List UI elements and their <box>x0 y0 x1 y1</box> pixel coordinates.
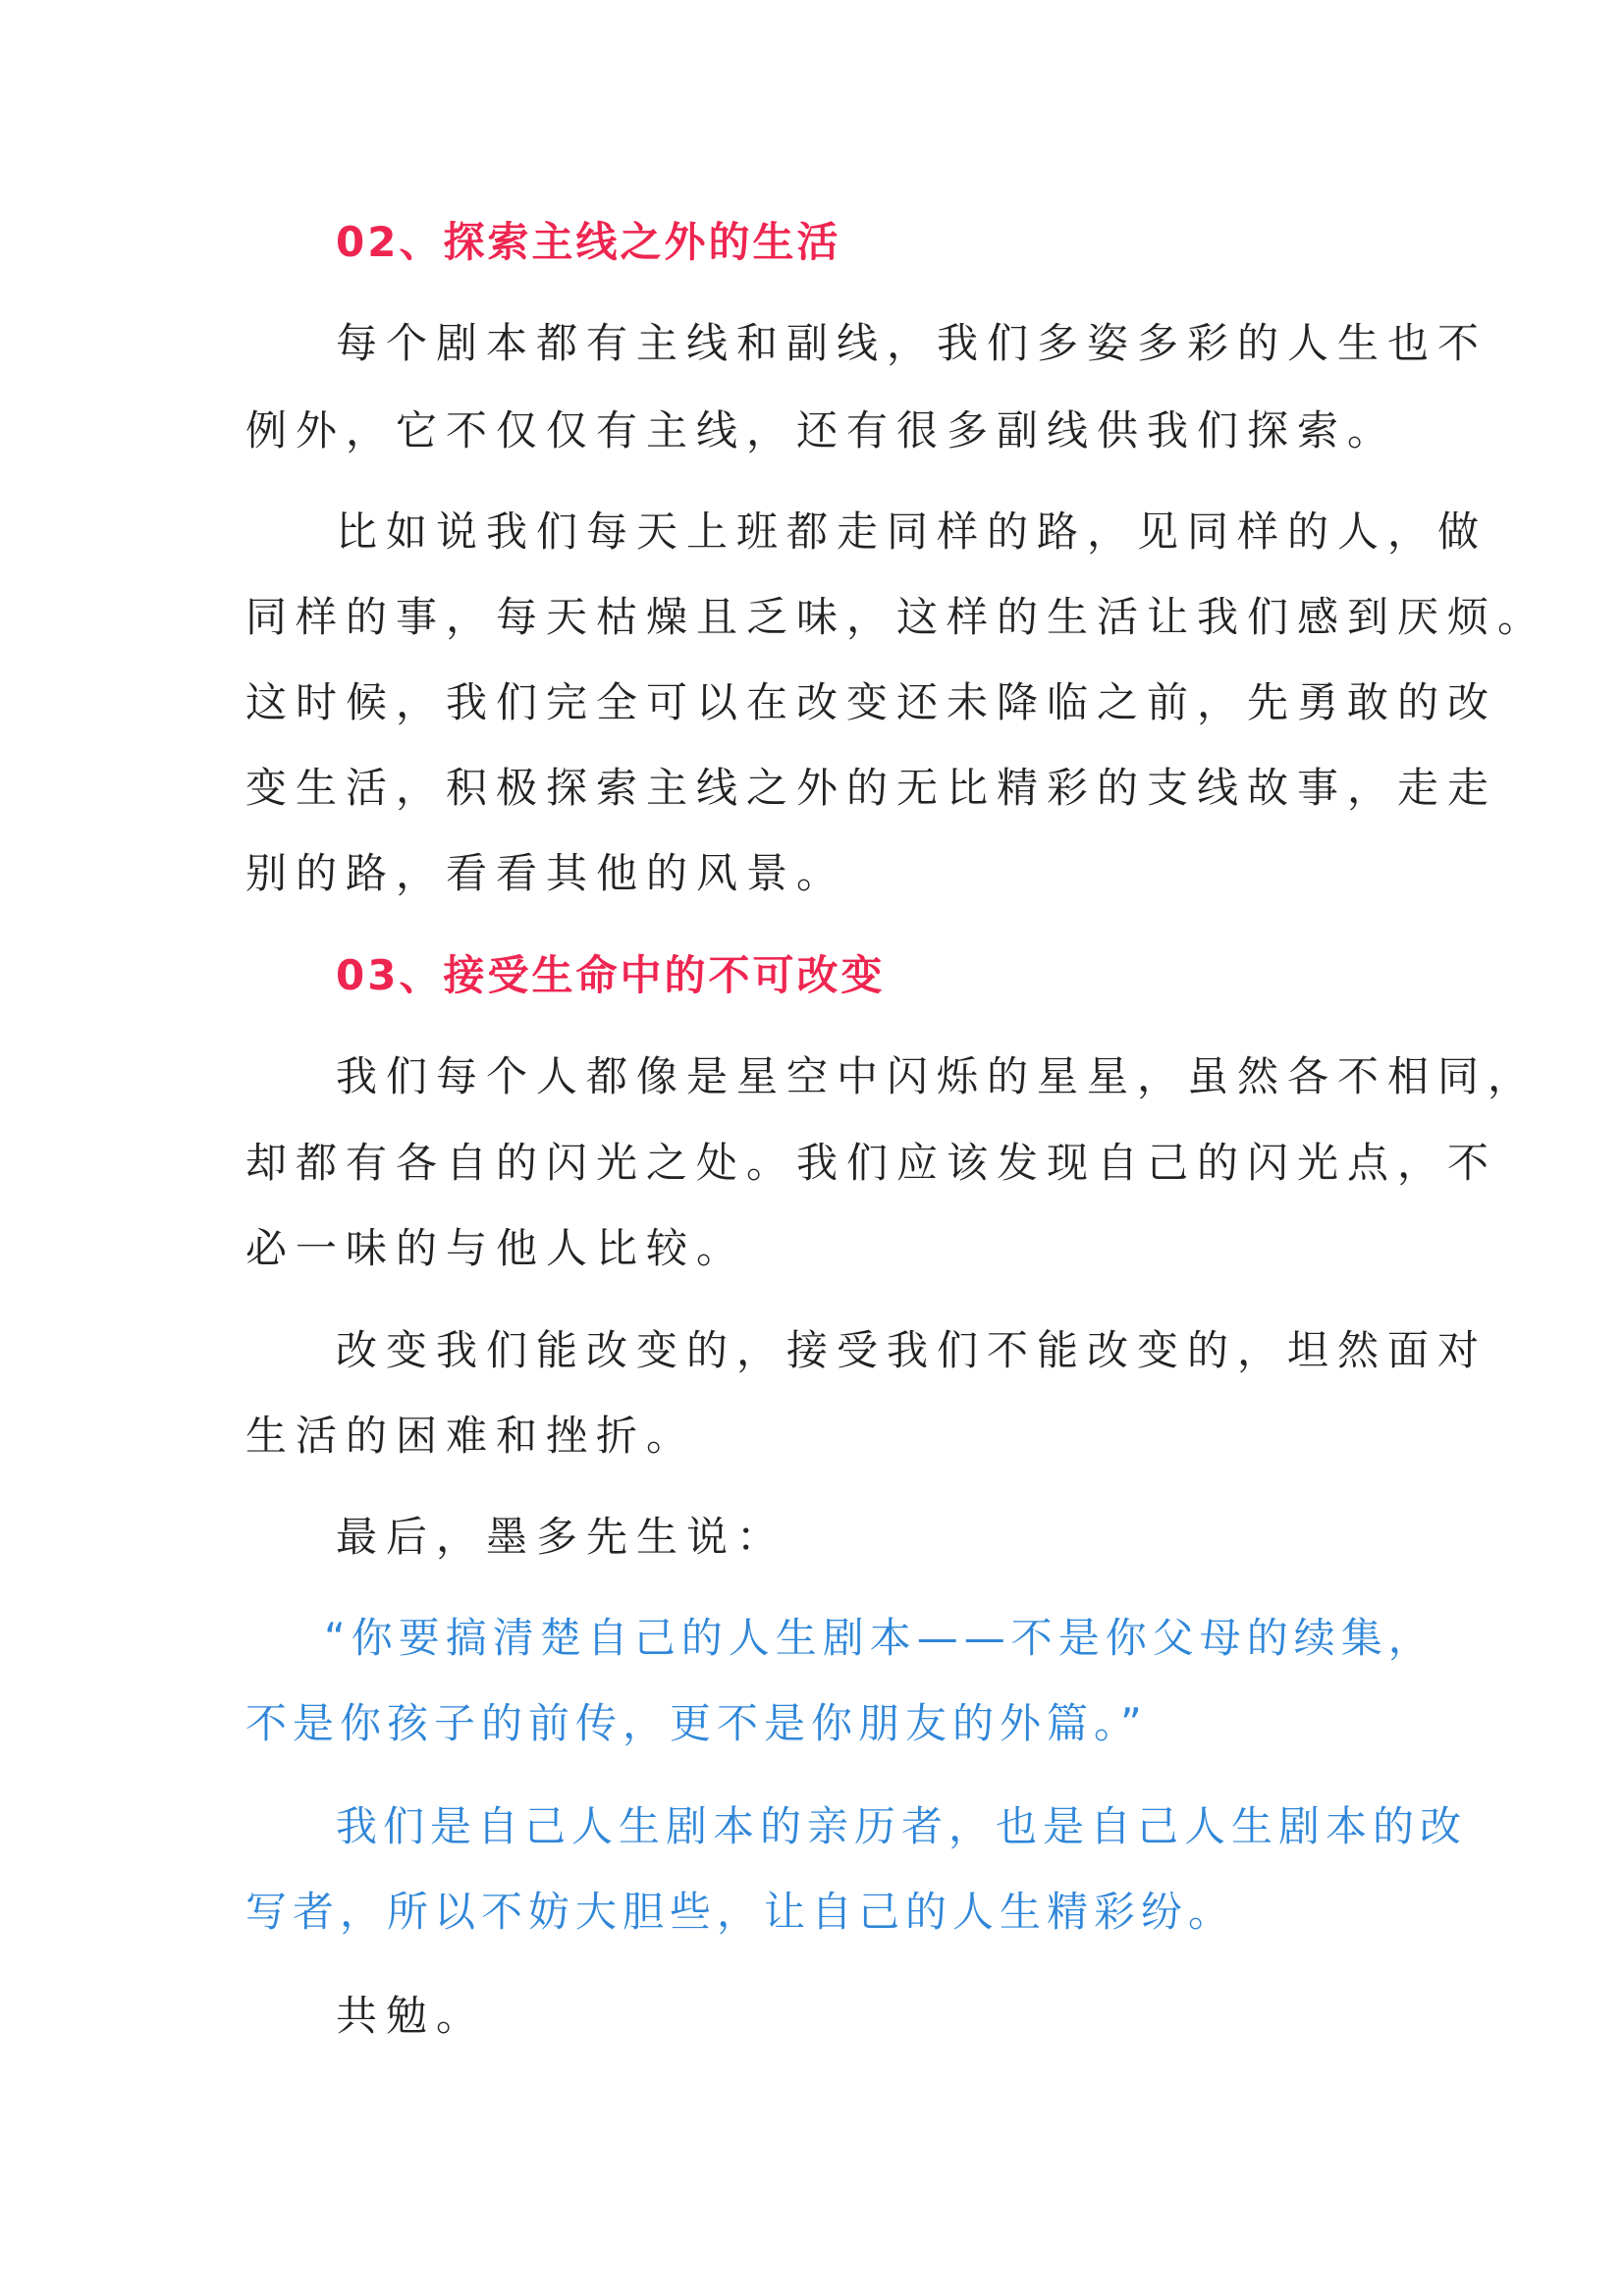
closing-line: 写者，所以不妨大胆些，让自己的人生精彩纷。 <box>245 1888 1236 1936</box>
closing-line: 我们是自己人生剧本的亲历者，也是自己人生剧本的改 <box>336 1802 1468 1850</box>
paragraph-line: 别的路，看看其他的风景。 <box>245 849 847 897</box>
paragraph-line: 却都有各自的闪光之处。我们应该发现自己的闪光点，不 <box>245 1139 1498 1187</box>
paragraph-line: 生活的困难和挫折。 <box>245 1412 697 1460</box>
paragraph-line: 变生活，积极探索主线之外的无比精彩的支线故事，走走 <box>245 764 1498 812</box>
paragraph-line: 必一味的与他人比较。 <box>245 1224 747 1272</box>
section-heading-03: 03、接受生命中的不可改变 <box>336 951 886 999</box>
paragraph-line: 这时候，我们完全可以在改变还未降临之前，先勇敢的改 <box>245 678 1498 726</box>
signoff-text: 共勉。 <box>336 1992 487 2040</box>
quote-line: 不是你孩子的前传，更不是你朋友的外篇。” <box>245 1699 1148 1747</box>
paragraph-line: 同样的事，每天枯燥且乏味，这样的生活让我们感到厌烦。 <box>245 593 1548 641</box>
paragraph-line: 我们每个人都像是星空中闪烁的星星，虽然各不相同， <box>336 1052 1539 1100</box>
paragraph-line: 改变我们能改变的，接受我们不能改变的，坦然面对 <box>336 1326 1489 1374</box>
quote-line: “你要搞清楚自己的人生剧本——不是你父母的续集， <box>324 1614 1435 1662</box>
paragraph-line: 最后，墨多先生说： <box>336 1513 787 1561</box>
paragraph-line: 例外，它不仅仅有主线，还有很多副线供我们探索。 <box>245 406 1398 454</box>
paragraph-line: 每个剧本都有主线和副线，我们多姿多彩的人生也不 <box>336 319 1489 367</box>
section-heading-02: 02、探索主线之外的生活 <box>336 218 841 266</box>
paragraph-line: 比如说我们每天上班都走同样的路，见同样的人，做 <box>336 507 1489 556</box>
